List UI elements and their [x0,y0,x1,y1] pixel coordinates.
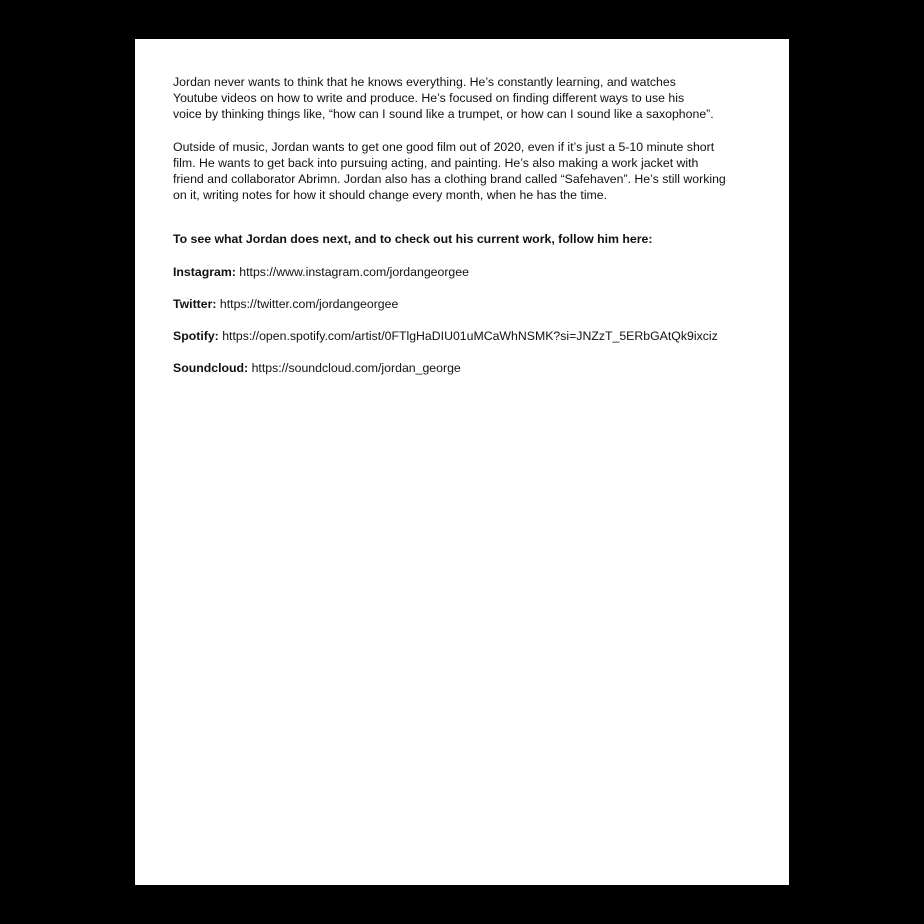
spotify-line [173,328,758,344]
instagram-url[interactable]: https://www.instagram.com/jordangeorgee [239,264,469,279]
spotify-label: Spotify: [173,329,219,344]
follow-heading: To see what Jordan does next, and to check out his current work, follow him here: [173,232,653,247]
soundcloud-label: Soundcloud: [173,361,249,376]
twitter-label: Twitter: [173,296,217,311]
soundcloud-line [173,360,758,376]
instagram-label: Instagram: [173,264,236,279]
paragraph-learning: Jordan never wants to think that he knows everything. He’s constantly learning, and watches Youtube videos on how to write and produce. He’s focused on finding different ways to use his voice by thinking things like, “how can I sound like a trumpet, or how can I sound like a saxophone”. [173,75,714,122]
document-body [173,74,758,376]
soundcloud-url[interactable]: https://soundcloud.com/jordan_george [251,361,461,376]
spotify-url[interactable]: https://open.spotify.com/artist/0FTlgHaDIU01uMCaWhNSMK?si=JNZzT_5ERbGAtQk9ixciz [222,329,718,344]
twitter-url[interactable]: https://twitter.com/jordangeorgee [219,296,399,311]
twitter-line [173,296,758,312]
instagram-line [173,264,758,280]
paragraph-outside-music: Outside of music, Jordan wants to get one good film out of 2020, even if it’s just a 5-10 minute short film. He wants to get back into pursuing acting, and painting. He’s also making a work jacket with friend and collaborator Abrimn. Jordan also has a clothing brand called “Safehaven”. He’s still working on it, writing notes for how it should change every month, when he has the time. [173,139,726,203]
document-page [135,39,789,885]
